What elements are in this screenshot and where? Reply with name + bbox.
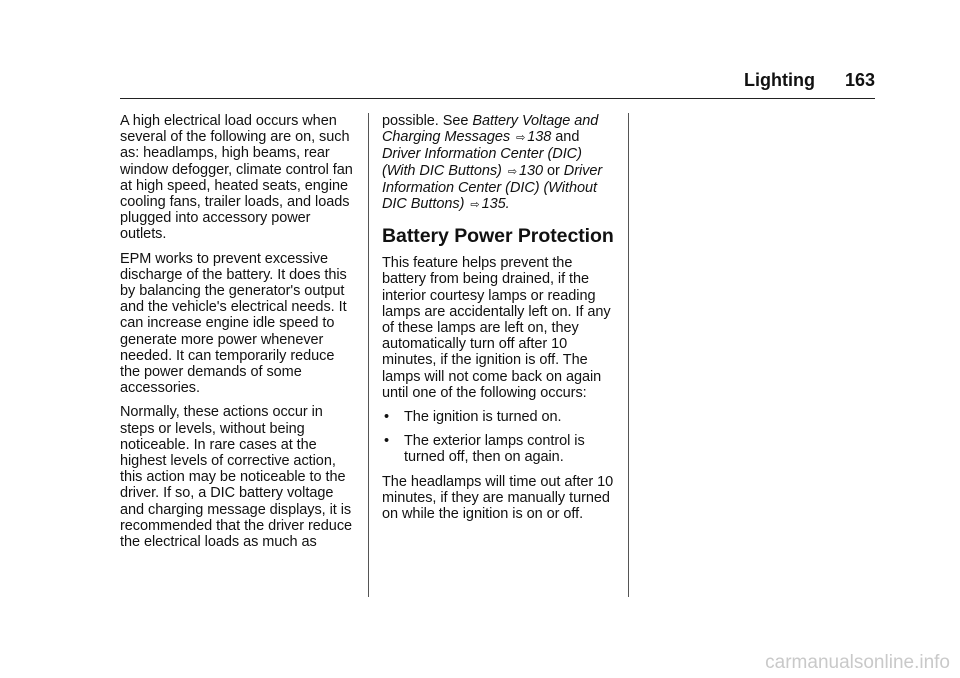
- link-battery-voltage[interactable]: Battery Voltage and Charging Messages: [382, 113, 599, 146]
- page-ref-130[interactable]: 130: [519, 162, 544, 179]
- bullet-icon: •: [384, 433, 390, 450]
- page-ref-135[interactable]: 135: [481, 196, 506, 213]
- paragraph-headlamps: The headlamps will time out after 10 minutes, if they are manually turned on while the ignition is on or off.: [382, 473, 614, 523]
- paragraph-epm: EPM works to prevent excessive discharge of the battery. It does this by balancing the generator's output and the vehicle's electrical needs. It can increase engine idle speed to generate more power whenever needed. It can temporarily reduce the power demands of some accessories.: [120, 250, 347, 397]
- column-divider-2: [628, 113, 629, 597]
- page-ref-arrow-icon: ⇨: [507, 165, 517, 178]
- list-item: • The ignition is turned on.: [384, 409, 562, 426]
- link-dic-without-buttons[interactable]: Driver Information Center (DIC) (Without DIC Buttons): [382, 162, 603, 213]
- page-number: 163: [844, 70, 875, 90]
- watermark: carmanualsonline.info: [765, 652, 950, 673]
- paragraph-electrical-load: A high electrical load occurs when several of the following are on, such as: headlamps, high beams, rear window defogger, climate control fan at high speed, heated seats, engine cooling fans, trailer loads, and loads plugged into accessory power outlets.: [120, 113, 353, 243]
- heading-battery-power-protection: Battery Power Protection: [382, 225, 614, 248]
- bullet-icon: •: [384, 409, 390, 426]
- section-title: Lighting: [743, 70, 815, 90]
- page-ref-138[interactable]: 138: [527, 129, 552, 146]
- page-header: [120, 70, 875, 99]
- column-middle: [382, 113, 617, 530]
- list-item: • The exterior lamps control is turned off, then on again.: [384, 433, 585, 466]
- page-ref-arrow-icon: ⇨: [516, 132, 526, 145]
- paragraph-normally: Normally, these actions occur in steps or levels, without being noticeable. In rare cases at the highest levels of corrective action, this action may be noticeable to the driver. If so, a DIC battery voltage and charging message displays, it is recommended that the driver reduce the electrical loads as much as: [120, 404, 353, 551]
- bullet-list: [382, 409, 617, 466]
- paragraph-feature: This feature helps prevent the battery from being drained, if the interior courtesy lamps or reading lamps are accidentally left on. If any of these lamps are left on, they automatically turn off after 10 minutes, if the ignition is off. The lamps will not come back on again until one of the following occurs:: [382, 255, 611, 401]
- column-divider-1: [368, 113, 369, 597]
- paragraph-continuation: possible. See Battery Voltage and Charging Messages ⇨ 138 and Driver Information Center (DIC) (With DIC Buttons) ⇨ 130 or Driver Information Center (DIC) (Without DIC Buttons) ⇨ 135.: [382, 113, 603, 213]
- page-ref-arrow-icon: ⇨: [470, 199, 480, 212]
- column-left: [120, 113, 358, 558]
- link-dic-with-buttons[interactable]: Driver Information Center (DIC) (With DIC Buttons): [382, 146, 582, 179]
